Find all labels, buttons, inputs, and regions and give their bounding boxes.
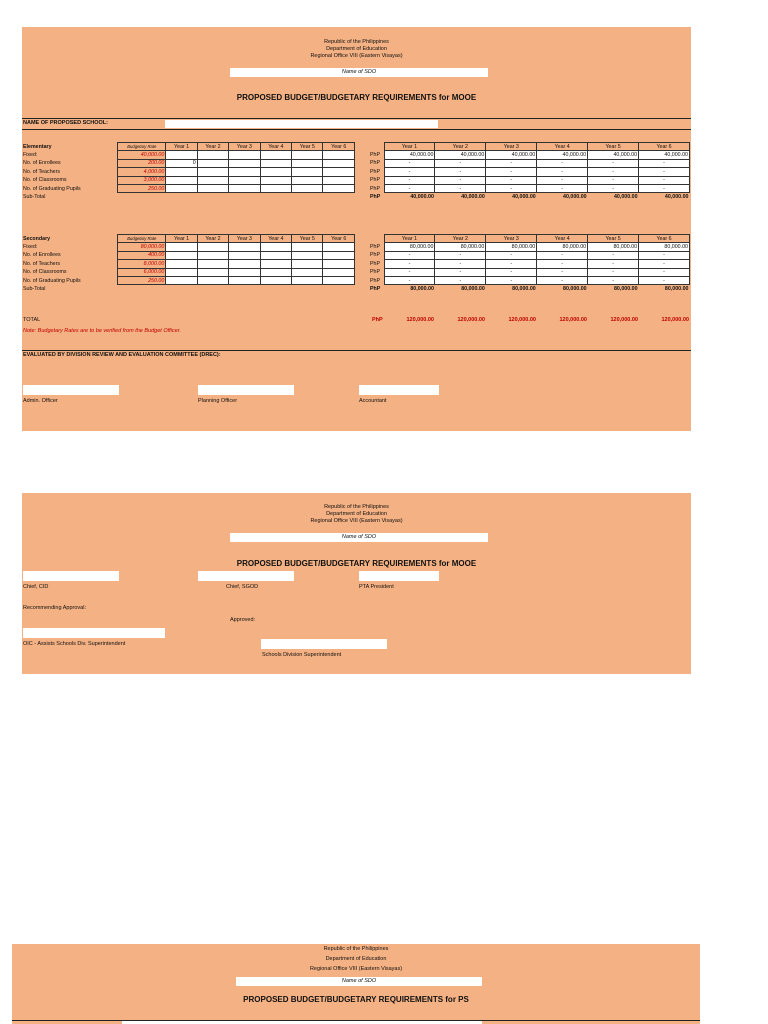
year-input-cell[interactable]	[292, 176, 323, 184]
year-total-cell: -	[537, 260, 588, 268]
year-total-cell: -	[639, 276, 690, 284]
table-row	[22, 276, 355, 284]
year-input-cell[interactable]	[229, 176, 260, 184]
year-input-cell[interactable]	[292, 168, 323, 176]
year-input-cell[interactable]	[323, 260, 355, 268]
oic-label: OIC - Assists Schools Div. Superintendent	[23, 641, 126, 647]
year-input-cell[interactable]	[260, 251, 291, 259]
year-input-cell[interactable]	[260, 168, 291, 176]
subtotal-value: 80,000.00	[461, 286, 485, 293]
year-input-cell[interactable]	[166, 168, 197, 176]
department-text: Department of Education	[326, 511, 387, 517]
currency-label: PhP	[370, 252, 381, 259]
table-row	[22, 268, 355, 276]
subtotal-value: 80,000.00	[563, 286, 587, 293]
year-input-cell[interactable]	[166, 243, 197, 251]
budget-note: Note: Budgetary Rates are to be verified from the Budget Officer.	[23, 328, 181, 334]
sheet-mooe-1	[22, 27, 691, 431]
year-input-cell[interactable]	[260, 276, 291, 284]
row-label: No. of Enrollees	[23, 160, 61, 167]
currency-label: PhP	[370, 286, 381, 293]
budgetary-rate: 4,000.00	[118, 168, 166, 176]
year-total-cell: 80,000.00	[486, 243, 537, 251]
subtotal-value: 40,000.00	[512, 194, 536, 201]
year-total-cell: -	[384, 276, 435, 284]
year-input-cell[interactable]	[197, 268, 228, 276]
year-total-cell: -	[384, 184, 435, 192]
signature-line-accountant[interactable]	[359, 385, 439, 395]
year-input-cell[interactable]	[197, 276, 228, 284]
year-input-cell[interactable]	[292, 268, 323, 276]
year-header: Year 2	[197, 143, 228, 151]
currency-label: PhP	[370, 269, 381, 276]
year-header: Year 2	[435, 143, 486, 151]
year-total-cell: -	[435, 176, 486, 184]
year-total-cell: 40,000.00	[537, 151, 588, 159]
republic-text: Republic of the Philippines	[323, 946, 389, 952]
year-input-cell[interactable]	[323, 268, 355, 276]
year-total-cell: -	[537, 268, 588, 276]
sheet-mooe-2	[22, 493, 691, 674]
currency-label: PhP	[370, 277, 381, 284]
recommending-label: Recommending Approval:	[23, 605, 86, 611]
table-row	[22, 251, 355, 259]
table-row	[369, 168, 690, 176]
table-row	[369, 151, 690, 159]
year-total-cell: -	[537, 176, 588, 184]
year-header: Year 1	[384, 235, 435, 243]
school-name-label: NAME OF PROPOSED SCHOOL:	[23, 120, 108, 126]
grand-total-value: 120,000.00	[508, 317, 536, 323]
page-title: PROPOSED BUDGET/BUDGETARY REQUIREMENTS for MOOE	[236, 559, 477, 568]
year-header: Year 3	[229, 235, 260, 243]
school-name-input[interactable]	[165, 120, 438, 128]
chief-sgod-label: Chief, SGOD	[226, 584, 259, 590]
year-input-cell[interactable]	[229, 251, 260, 259]
year-input-cell[interactable]	[260, 159, 291, 167]
year-total-cell: -	[588, 159, 639, 167]
region-text: Regional Office VIII (Eastern Visayas)	[310, 53, 403, 59]
department-text: Department of Education	[326, 46, 387, 52]
currency-label: PhP	[370, 244, 381, 251]
year-total-cell: -	[435, 251, 486, 259]
year-total-cell: 80,000.00	[639, 243, 690, 251]
year-total-cell: -	[537, 276, 588, 284]
budgetary-rate: 8,000.00	[118, 260, 166, 268]
year-input-cell[interactable]	[197, 168, 228, 176]
secondary-totals-table	[369, 234, 690, 293]
year-input-cell[interactable]	[229, 268, 260, 276]
signature-line-cid[interactable]	[23, 571, 119, 581]
year-total-cell: 80,000.00	[537, 243, 588, 251]
table-row	[369, 184, 690, 192]
year-input-cell[interactable]	[166, 260, 197, 268]
year-total-cell: -	[384, 268, 435, 276]
subtotal-value: 80,000.00	[512, 286, 536, 293]
row-label: No. of Classrooms	[23, 177, 67, 184]
year-total-cell: 80,000.00	[384, 243, 435, 251]
row-label: Fixed:	[23, 244, 38, 251]
evaluated-by-label: EVALUATED BY DIVISION REVIEW AND EVALUATION COMMITTEE (DREC):	[23, 352, 221, 358]
divider	[22, 350, 691, 351]
signature-line-oic[interactable]	[23, 628, 165, 638]
year-total-cell: -	[486, 168, 537, 176]
grand-total-value: 120,000.00	[559, 317, 587, 323]
table-row	[369, 276, 690, 284]
year-total-cell: 40,000.00	[384, 151, 435, 159]
row-label: No. of Graduating Pupils	[23, 277, 81, 284]
year-header: Year 4	[537, 235, 588, 243]
table-row	[22, 159, 355, 167]
approved-label: Approved:	[230, 617, 256, 623]
sheet-ps	[12, 944, 700, 1024]
year-input-cell[interactable]: 0	[166, 159, 197, 167]
year-input-cell[interactable]	[166, 268, 197, 276]
year-total-cell: -	[588, 251, 639, 259]
admin-officer-label: Admin. Officer	[23, 398, 58, 404]
year-total-cell: 40,000.00	[435, 151, 486, 159]
grand-total-value: 120,000.00	[610, 317, 638, 323]
year-input-cell[interactable]	[197, 159, 228, 167]
subtotal-value: 80,000.00	[664, 286, 689, 293]
year-header: Year 4	[537, 143, 588, 151]
page-title: PROPOSED BUDGET/BUDGETARY REQUIREMENTS for MOOE	[236, 93, 477, 102]
divider	[22, 118, 691, 119]
year-total-cell: -	[537, 168, 588, 176]
row-label: Fixed:	[23, 152, 38, 159]
budgetary-rate: 40,000.00	[118, 151, 166, 159]
year-header: Year 5	[588, 235, 639, 243]
year-total-cell: 80,000.00	[588, 243, 639, 251]
year-input-cell[interactable]	[323, 151, 355, 159]
currency-label: PhP	[370, 260, 381, 267]
elementary-section-label: Elementary	[23, 143, 52, 150]
year-input-cell[interactable]	[229, 260, 260, 268]
year-header: Year 5	[292, 235, 323, 243]
year-header: Year 4	[260, 143, 291, 151]
table-row	[22, 176, 355, 184]
table-row	[22, 184, 355, 192]
year-input-cell[interactable]	[292, 276, 323, 284]
year-input-cell[interactable]	[292, 260, 323, 268]
year-total-cell: -	[384, 251, 435, 259]
year-header: Year 6	[323, 235, 355, 243]
year-total-cell: -	[384, 168, 435, 176]
subtotal-value: 40,000.00	[613, 194, 638, 201]
year-input-cell[interactable]	[197, 243, 228, 251]
year-input-cell[interactable]	[229, 159, 260, 167]
year-input-cell[interactable]	[197, 184, 228, 192]
row-label: No. of Teachers	[23, 168, 61, 175]
year-header: Year 1	[384, 143, 435, 151]
currency-label: PhP	[370, 168, 381, 175]
year-header: Year 5	[292, 143, 323, 151]
signature-line-planning[interactable]	[198, 385, 294, 395]
budgetary-rate: 200.00	[118, 159, 166, 167]
year-total-cell: -	[537, 184, 588, 192]
year-total-cell: -	[639, 168, 690, 176]
year-header: Year 4	[260, 235, 291, 243]
year-input-cell[interactable]	[166, 184, 197, 192]
chief-cid-label: Chief, CID	[23, 584, 49, 590]
grand-total-value: 120,000.00	[661, 317, 689, 323]
row-label: No. of Classrooms	[23, 269, 67, 276]
year-input-cell[interactable]	[197, 176, 228, 184]
signature-line-admin[interactable]	[23, 385, 119, 395]
budgetary-rate: 250.00	[118, 276, 166, 284]
year-total-cell: -	[639, 260, 690, 268]
table-row	[22, 243, 355, 251]
year-header: Year 3	[486, 235, 537, 243]
total-currency: PhP	[372, 317, 383, 323]
signature-line-sgod[interactable]	[198, 571, 294, 581]
republic-text: Republic of the Philippines	[324, 504, 389, 510]
budgetary-rate: 80,000.00	[118, 243, 166, 251]
secondary-input-table	[22, 234, 355, 293]
subtotal-value: 40,000.00	[563, 194, 587, 201]
year-total-cell: -	[384, 260, 435, 268]
currency-label: PhP	[370, 152, 381, 159]
budgetary-rate: 3,000.00	[118, 176, 166, 184]
row-label: No. of Graduating Pupils	[23, 185, 81, 192]
elementary-input-table	[22, 142, 355, 201]
year-header: Year 6	[639, 235, 690, 243]
currency-label: PhP	[370, 177, 381, 184]
sds-label: Schools Division Superintendent	[262, 652, 342, 658]
year-input-cell[interactable]	[323, 168, 355, 176]
year-total-cell: -	[486, 251, 537, 259]
rate-header: Budgetary Rate	[118, 143, 166, 151]
rate-header: Budgetary Rate	[118, 235, 166, 243]
year-total-cell: -	[639, 184, 690, 192]
department-text: Department of Education	[325, 956, 387, 962]
year-total-cell: -	[486, 176, 537, 184]
year-total-cell: -	[588, 168, 639, 176]
planning-officer-label: Planning Officer	[198, 398, 238, 404]
year-input-cell[interactable]	[166, 276, 197, 284]
table-row	[369, 243, 690, 251]
year-total-cell: -	[486, 268, 537, 276]
year-total-cell: -	[435, 184, 486, 192]
year-input-cell[interactable]	[260, 243, 291, 251]
year-input-cell[interactable]	[292, 151, 323, 159]
year-input-cell[interactable]	[166, 176, 197, 184]
signature-line-pta[interactable]	[359, 571, 439, 581]
year-input-cell[interactable]	[197, 260, 228, 268]
year-input-cell[interactable]	[229, 243, 260, 251]
year-total-cell: -	[486, 159, 537, 167]
year-input-cell[interactable]	[323, 276, 355, 284]
budgetary-rate: 400.00	[118, 251, 166, 259]
currency-label: PhP	[370, 160, 381, 167]
table-row	[369, 159, 690, 167]
table-row	[369, 251, 690, 259]
year-header: Year 6	[323, 143, 355, 151]
year-input-cell[interactable]	[260, 151, 291, 159]
table-row	[22, 151, 355, 159]
year-header: Year 5	[588, 143, 639, 151]
year-input-cell[interactable]	[292, 251, 323, 259]
budgetary-rate: 6,000.00	[118, 268, 166, 276]
year-header: Year 2	[197, 235, 228, 243]
table-row	[369, 260, 690, 268]
sdo-name-field[interactable]: Name of SDO	[230, 68, 488, 77]
year-header: Year 1	[166, 235, 197, 243]
table-row	[369, 176, 690, 184]
year-total-cell: -	[435, 276, 486, 284]
year-header: Year 6	[639, 143, 690, 151]
year-total-cell: 40,000.00	[639, 151, 690, 159]
year-input-cell[interactable]	[323, 251, 355, 259]
year-input-cell[interactable]	[229, 184, 260, 192]
year-total-cell: -	[588, 268, 639, 276]
year-input-cell[interactable]	[166, 151, 197, 159]
year-total-cell: -	[639, 176, 690, 184]
year-total-cell: -	[435, 159, 486, 167]
year-total-cell: -	[588, 184, 639, 192]
year-total-cell: -	[588, 176, 639, 184]
accountant-label: Accountant	[359, 398, 387, 404]
region-text: Regional Office VIII (Eastern Visayas)	[309, 966, 403, 972]
divider	[22, 129, 691, 130]
year-input-cell[interactable]	[197, 151, 228, 159]
row-label: No. of Enrollees	[23, 252, 61, 259]
year-total-cell: -	[435, 260, 486, 268]
year-total-cell: -	[639, 268, 690, 276]
year-input-cell[interactable]	[260, 184, 291, 192]
year-total-cell: -	[435, 268, 486, 276]
subtotal-value: 80,000.00	[613, 286, 638, 293]
sdo-name-field[interactable]: Name of SDO	[230, 533, 488, 542]
year-input-cell[interactable]	[260, 176, 291, 184]
year-total-cell: 40,000.00	[486, 151, 537, 159]
year-total-cell: -	[588, 276, 639, 284]
subtotal-value: 40,000.00	[664, 194, 689, 201]
total-label: TOTAL	[23, 317, 41, 323]
year-input-cell[interactable]	[229, 168, 260, 176]
year-total-cell: -	[537, 159, 588, 167]
subtotal-value: 40,000.00	[410, 194, 434, 201]
currency-spacer	[369, 235, 384, 243]
year-total-cell: -	[384, 159, 435, 167]
year-total-cell: -	[588, 260, 639, 268]
sdo-name-field[interactable]: Name of SDO	[236, 977, 482, 986]
year-header: Year 3	[229, 143, 260, 151]
year-total-cell: -	[384, 176, 435, 184]
year-total-cell: 80,000.00	[435, 243, 486, 251]
year-input-cell[interactable]	[323, 159, 355, 167]
year-header: Year 3	[486, 143, 537, 151]
grand-total-value: 120,000.00	[406, 317, 434, 323]
elementary-totals-table	[369, 142, 690, 201]
year-input-cell[interactable]	[323, 243, 355, 251]
page-title: PROPOSED BUDGET/BUDGETARY REQUIREMENTS for PS	[243, 995, 469, 1004]
year-total-cell: -	[486, 184, 537, 192]
table-row	[369, 268, 690, 276]
subtotal-label: Sub-Total	[23, 286, 46, 293]
table-row	[22, 168, 355, 176]
year-total-cell: -	[486, 276, 537, 284]
year-input-cell[interactable]	[229, 276, 260, 284]
pta-president-label: PTA President	[359, 584, 394, 590]
year-input-cell[interactable]	[260, 260, 291, 268]
budgetary-rate: 250.00	[118, 184, 166, 192]
year-total-cell: 40,000.00	[588, 151, 639, 159]
subtotal-value: 40,000.00	[461, 194, 485, 201]
subtotal-label: Sub-Total	[23, 194, 46, 201]
year-total-cell: -	[639, 159, 690, 167]
table-row	[22, 260, 355, 268]
year-input-cell[interactable]	[229, 151, 260, 159]
year-input-cell[interactable]	[197, 251, 228, 259]
row-label: No. of Teachers	[23, 260, 61, 267]
year-input-cell[interactable]	[260, 268, 291, 276]
year-input-cell[interactable]	[166, 251, 197, 259]
year-input-cell[interactable]	[292, 184, 323, 192]
year-total-cell: -	[486, 260, 537, 268]
grand-total-value: 120,000.00	[457, 317, 485, 323]
subtotal-value: 80,000.00	[410, 286, 434, 293]
year-input-cell[interactable]	[292, 159, 323, 167]
currency-label: PhP	[370, 194, 381, 201]
currency-spacer	[369, 143, 384, 151]
year-total-cell: -	[537, 251, 588, 259]
year-total-cell: -	[435, 168, 486, 176]
year-header: Year 1	[166, 143, 197, 151]
secondary-section-label: Secondary	[23, 235, 51, 242]
year-input-cell[interactable]	[292, 243, 323, 251]
currency-label: PhP	[370, 185, 381, 192]
year-header: Year 2	[435, 235, 486, 243]
year-input-cell[interactable]	[323, 176, 355, 184]
republic-text: Republic of the Philippines	[324, 39, 389, 45]
signature-line-sds[interactable]	[261, 639, 387, 649]
region-text: Regional Office VIII (Eastern Visayas)	[310, 518, 403, 524]
year-total-cell: -	[639, 251, 690, 259]
year-input-cell[interactable]	[323, 184, 355, 192]
